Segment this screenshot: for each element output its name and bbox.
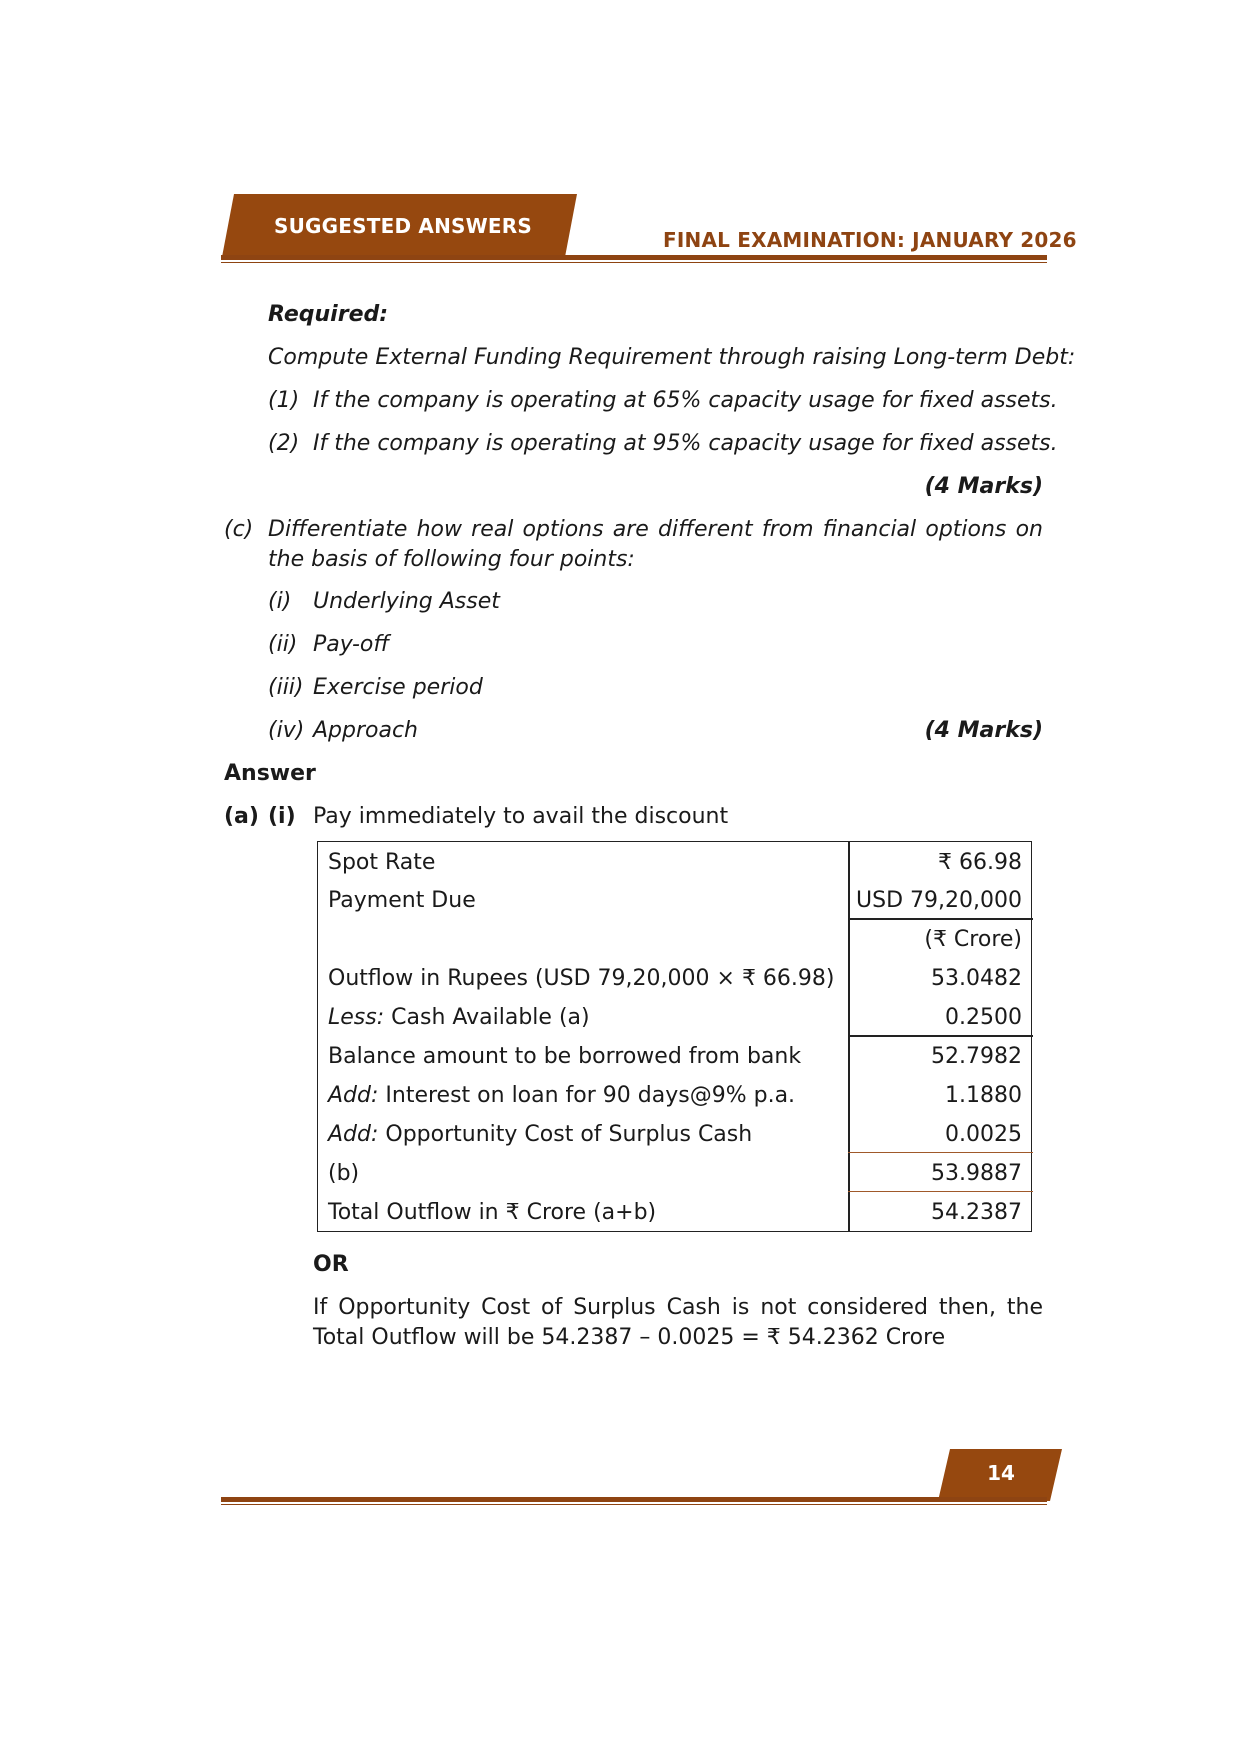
question-text: Differentiate how real options are different from financial options on the basis of following four points:	[268, 517, 1043, 572]
header-tab-label: SUGGESTED ANSWERS	[274, 214, 532, 238]
marks-label: (4 Marks)	[924, 718, 1043, 743]
table-row-label: Balance amount to be borrowed from bank	[328, 1044, 802, 1069]
table-row-label	[328, 1081, 795, 1111]
table-rule	[848, 1191, 1033, 1192]
table-row-label: Spot Rate	[328, 850, 436, 875]
required-item-number: (1)	[268, 388, 300, 413]
table-row-label	[328, 1003, 590, 1033]
table-row-label: Total Outflow in ₹ Crore (a+b)	[328, 1200, 657, 1225]
point-text: Exercise period	[313, 675, 483, 700]
point-number: (iv)	[268, 718, 305, 743]
required-item-text: If the company is operating at 95% capacity usage for fixed assets.	[313, 431, 1058, 456]
point-number: (i)	[268, 589, 292, 614]
table-row-value: 53.9887	[931, 1161, 1022, 1186]
table-row-label	[328, 1120, 752, 1150]
point-number: (iii)	[268, 675, 304, 700]
question-label: (c)	[224, 517, 254, 542]
table-row-prefix: Less:	[328, 1005, 385, 1030]
point-text: Underlying Asset	[313, 589, 500, 614]
answer-heading: Answer	[224, 761, 316, 786]
table-row-value: USD 79,20,000	[856, 888, 1022, 913]
required-item-text: If the company is operating at 65% capacity usage for fixed assets.	[313, 388, 1058, 413]
required-instruction: Compute External Funding Requirement through raising Long-term Debt:	[268, 345, 1076, 370]
table-row-prefix: Add:	[328, 1122, 379, 1147]
table-row-text: Cash Available (a)	[384, 1005, 590, 1030]
header-rule	[221, 255, 1047, 260]
page-number: 14	[987, 1461, 1015, 1485]
or-label: OR	[313, 1252, 349, 1277]
required-label: Required:	[268, 302, 389, 327]
header-title: FINAL EXAMINATION: JANUARY 2026	[663, 228, 1077, 252]
table-row-label: Outflow in Rupees (USD 79,20,000 × ₹ 66.98)	[328, 966, 835, 991]
table-row-label: (b)	[328, 1161, 360, 1186]
table-row-text: Interest on loan for 90 days@9% p.a.	[378, 1083, 796, 1108]
answer-sub-label: (i)	[268, 804, 296, 829]
table-row-value: 1.1880	[945, 1083, 1022, 1108]
footer-rule	[221, 1497, 1047, 1502]
point-number: (ii)	[268, 632, 298, 657]
table-row-value: 54.2387	[931, 1200, 1022, 1225]
table-rule	[848, 918, 1033, 920]
table-row-value: 0.2500	[945, 1005, 1022, 1030]
marks-label: (4 Marks)	[924, 474, 1043, 499]
answer-note: If Opportunity Cost of Surplus Cash is not considered then, the Total Outflow will be 54.2387 – 0.0025 = ₹ 54.2362 Crore	[313, 1295, 1043, 1350]
answer-intro: Pay immediately to avail the discount	[313, 804, 729, 829]
table-row-prefix: Add:	[328, 1083, 379, 1108]
required-item-number: (2)	[268, 431, 300, 456]
answer-part-label: (a)	[224, 804, 259, 829]
table-row-value: 53.0482	[931, 966, 1022, 991]
table-row-value: 0.0025	[945, 1122, 1022, 1147]
table-row-value: 52.7982	[931, 1044, 1022, 1069]
table-row-label: Payment Due	[328, 888, 476, 913]
point-text: Approach	[313, 718, 419, 743]
table-rule	[848, 1035, 1033, 1037]
table-row-value: ₹ 66.98	[938, 850, 1022, 875]
header-rule-thin	[221, 262, 1047, 263]
table-rule	[848, 1152, 1033, 1153]
point-text: Pay-off	[313, 632, 390, 657]
footer-rule-thin	[221, 1504, 1047, 1505]
table-row-text: Opportunity Cost of Surplus Cash	[378, 1122, 753, 1147]
table-unit-label: (₹ Crore)	[924, 927, 1022, 952]
